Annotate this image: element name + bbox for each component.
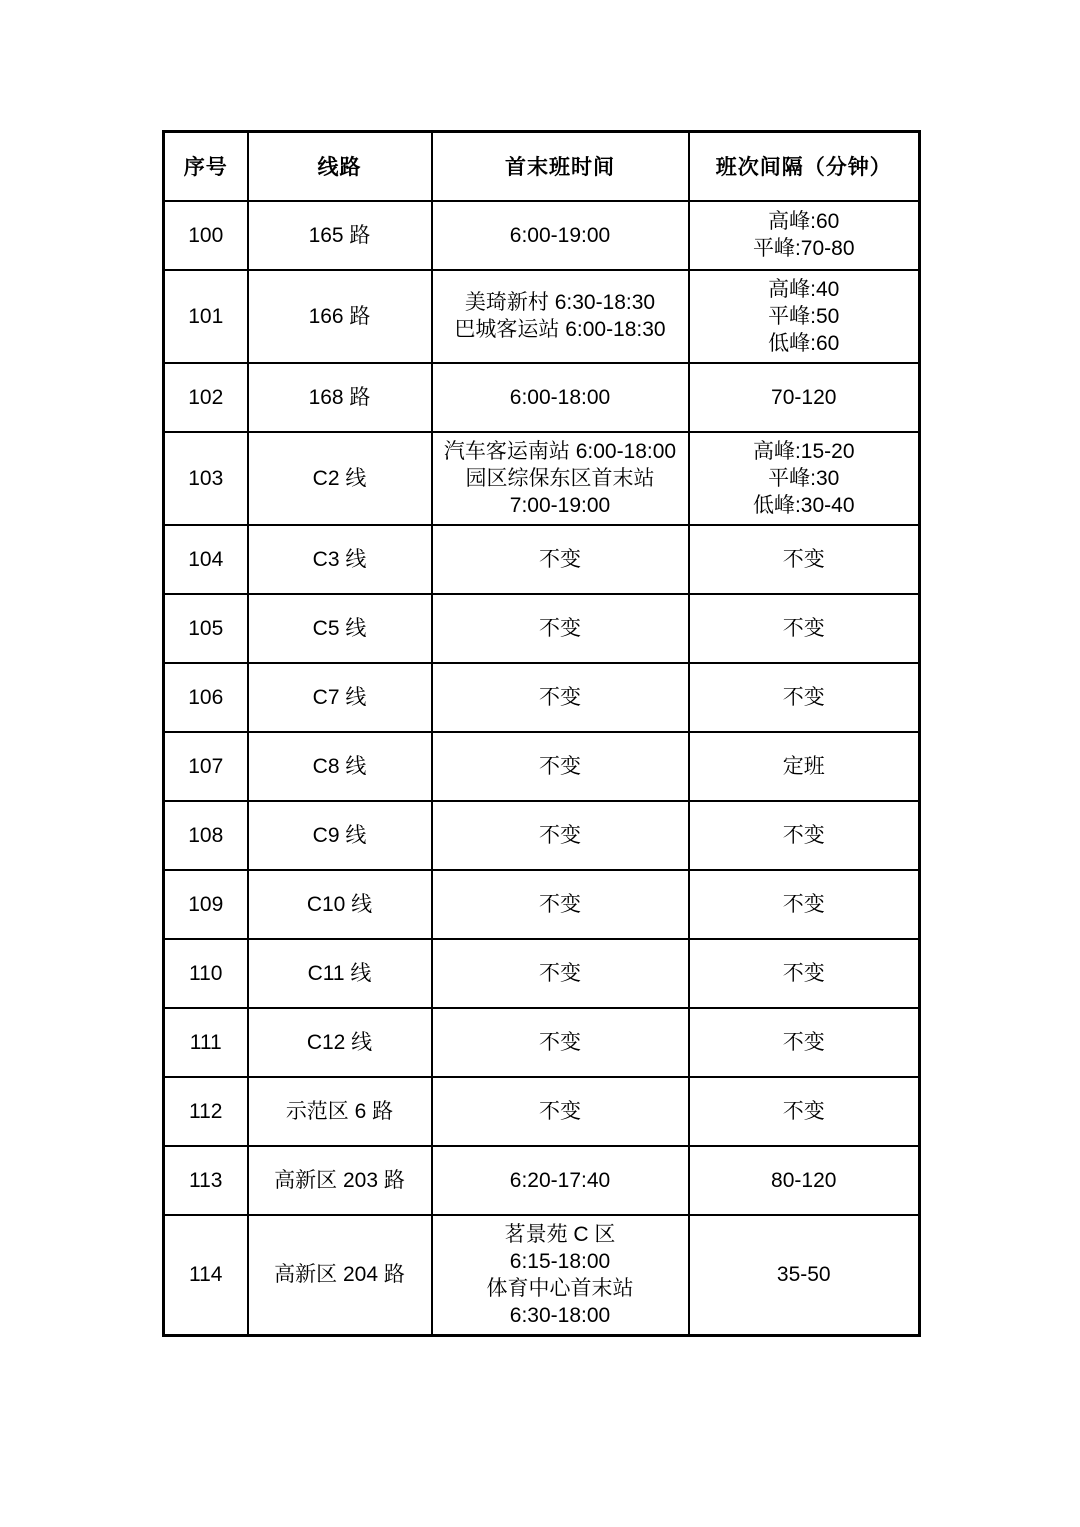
header-seq-number: 序号: [164, 132, 248, 201]
route-cell: [248, 525, 432, 594]
time-cell: [432, 1077, 689, 1146]
cell-line: C11 线: [307, 961, 372, 985]
seq-cell: [164, 939, 248, 1008]
interval-cell: [689, 270, 920, 363]
cell-line: 105: [188, 616, 224, 640]
time-cell: [432, 732, 689, 801]
interval-cell: [689, 663, 920, 732]
cell-line: 不变: [539, 685, 581, 709]
cell-line: 113: [189, 1168, 223, 1192]
cell-line: 不变: [782, 685, 825, 709]
cell-line: 高新区 204 路: [274, 1263, 405, 1286]
table-row: [164, 1077, 920, 1146]
cell-line: 巴城客运站 6:00-18:30: [454, 318, 666, 341]
cell-line: 112: [189, 1099, 223, 1123]
table-row: [164, 270, 920, 363]
cell-line: 不变: [539, 961, 581, 985]
cell-line: C3 线: [312, 547, 367, 571]
cell-line: 109: [188, 892, 224, 916]
route-cell: [248, 1077, 432, 1146]
cell-line: 80-120: [771, 1168, 837, 1192]
seq-cell: [164, 1146, 248, 1215]
cell-line: 茗景苑 C 区: [504, 1222, 616, 1246]
interval-cell: [689, 201, 920, 270]
time-cell: [432, 363, 689, 432]
time-cell: [432, 594, 689, 663]
interval-cell: [689, 1215, 920, 1336]
interval-cell: [689, 432, 920, 525]
table-row: [164, 1008, 920, 1077]
cell-line: 汽车客运南站 6:00-18:00: [443, 439, 677, 463]
seq-cell: [164, 663, 248, 732]
interval-cell: [689, 1077, 920, 1146]
cell-line: 不变: [782, 1099, 825, 1123]
seq-cell: [164, 732, 248, 801]
table-row: [164, 1215, 920, 1336]
interval-cell: [689, 1008, 920, 1077]
cell-line: 7:00-19:00: [509, 493, 611, 517]
cell-line: 35-50: [776, 1263, 831, 1286]
route-cell: [248, 594, 432, 663]
seq-cell: [164, 594, 248, 663]
table-row: [164, 594, 920, 663]
time-cell: [432, 201, 689, 270]
header-row: [164, 132, 920, 201]
cell-line: 104: [188, 547, 224, 571]
cell-line: 111: [189, 1030, 222, 1054]
table-row: [164, 939, 920, 1008]
table-row: [164, 663, 920, 732]
time-cell: [432, 939, 689, 1008]
cell-line: 6:30-18:00: [509, 1303, 611, 1327]
cell-line: 示范区 6 路: [285, 1099, 394, 1123]
table-row: [164, 363, 920, 432]
interval-cell: [689, 732, 920, 801]
cell-line: 不变: [539, 892, 581, 916]
cell-line: 不变: [539, 1030, 581, 1054]
seq-cell: [164, 201, 248, 270]
cell-line: C2 线: [312, 466, 367, 490]
cell-line: 6:00-18:00: [509, 385, 611, 409]
seq-cell: [164, 432, 248, 525]
time-cell: [432, 270, 689, 363]
table-row: [164, 432, 920, 525]
header-interval: 班次间隔（分钟）: [689, 132, 920, 201]
time-cell: [432, 1146, 689, 1215]
cell-line: 166 路: [308, 304, 371, 328]
cell-line: 不变: [539, 1099, 581, 1123]
seq-cell: [164, 1008, 248, 1077]
time-cell: [432, 1008, 689, 1077]
cell-line: 168 路: [308, 385, 371, 409]
interval-cell: [689, 939, 920, 1008]
cell-line: C10 线: [306, 892, 373, 916]
time-cell: [432, 870, 689, 939]
interval-cell: [689, 1146, 920, 1215]
seq-cell: [164, 870, 248, 939]
cell-line: C9 线: [312, 823, 367, 847]
cell-line: 不变: [782, 1030, 825, 1054]
seq-cell: [164, 270, 248, 363]
time-cell: [432, 663, 689, 732]
cell-line: 100: [188, 223, 224, 247]
cell-line: 园区综保东区首末站: [465, 466, 655, 490]
cell-line: C5 线: [312, 616, 367, 640]
route-cell: [248, 363, 432, 432]
seq-cell: [164, 1077, 248, 1146]
cell-line: 平峰:30: [768, 466, 840, 490]
cell-line: 低峰:30-40: [752, 493, 855, 517]
cell-line: 高新区 203 路: [274, 1168, 405, 1192]
cell-line: 114: [189, 1263, 223, 1286]
cell-line: 102: [188, 385, 224, 409]
route-cell: [248, 1146, 432, 1215]
cell-line: 108: [188, 823, 224, 847]
route-cell: [248, 270, 432, 363]
seq-cell: [164, 363, 248, 432]
seq-cell: [164, 1215, 248, 1336]
cell-line: 高峰:40: [768, 277, 840, 301]
header-first-last-time: 首末班时间: [432, 132, 689, 201]
cell-line: 平峰:70-80: [752, 237, 855, 260]
route-cell: [248, 432, 432, 525]
cell-line: 不变: [782, 892, 825, 916]
seq-cell: [164, 801, 248, 870]
time-cell: [432, 432, 689, 525]
cell-line: 定班: [782, 754, 825, 778]
table-row: [164, 732, 920, 801]
table-row: [164, 201, 920, 270]
cell-line: 107: [188, 754, 224, 778]
interval-cell: [689, 594, 920, 663]
cell-line: 110: [189, 961, 223, 985]
route-cell: [248, 1215, 432, 1336]
cell-line: 不变: [539, 547, 581, 571]
route-cell: [248, 870, 432, 939]
cell-line: 不变: [539, 616, 581, 640]
route-cell: [248, 939, 432, 1008]
table-row: [164, 525, 920, 594]
bus-schedule-table: [162, 130, 921, 1337]
cell-line: 高峰:15-20: [752, 439, 855, 463]
cell-line: 不变: [782, 616, 825, 640]
cell-line: C7 线: [312, 685, 367, 709]
route-cell: [248, 201, 432, 270]
cell-line: 体育中心首末站: [486, 1276, 634, 1300]
cell-line: 70-120: [771, 385, 837, 409]
cell-line: 103: [188, 466, 224, 490]
cell-line: 低峰:60: [768, 331, 840, 355]
cell-line: 6:20-17:40: [509, 1168, 611, 1192]
cell-line: 不变: [539, 754, 581, 778]
cell-line: 165 路: [308, 223, 371, 247]
cell-line: 6:15-18:00: [509, 1249, 611, 1273]
table-body: [164, 201, 920, 1336]
interval-cell: [689, 525, 920, 594]
interval-cell: [689, 870, 920, 939]
cell-line: 不变: [539, 823, 581, 847]
route-cell: [248, 1008, 432, 1077]
cell-line: C12 线: [306, 1030, 373, 1054]
cell-line: 不变: [782, 961, 825, 985]
cell-line: 106: [188, 685, 224, 709]
table-row: [164, 1146, 920, 1215]
route-cell: [248, 663, 432, 732]
table-row: [164, 870, 920, 939]
seq-cell: [164, 525, 248, 594]
time-cell: [432, 525, 689, 594]
table-row: [164, 801, 920, 870]
cell-line: C8 线: [312, 754, 367, 778]
cell-line: 平峰:50: [768, 304, 840, 328]
interval-cell: [689, 363, 920, 432]
header-route: 线路: [248, 132, 432, 201]
time-cell: [432, 1215, 689, 1336]
cell-line: 美琦新村 6:30-18:30: [464, 291, 656, 314]
cell-line: 不变: [782, 823, 825, 847]
route-cell: [248, 732, 432, 801]
route-cell: [248, 801, 432, 870]
interval-cell: [689, 801, 920, 870]
cell-line: 101: [188, 304, 224, 328]
cell-line: 6:00-19:00: [509, 223, 611, 247]
cell-line: 不变: [782, 547, 825, 571]
time-cell: [432, 801, 689, 870]
cell-line: 高峰:60: [768, 210, 840, 233]
